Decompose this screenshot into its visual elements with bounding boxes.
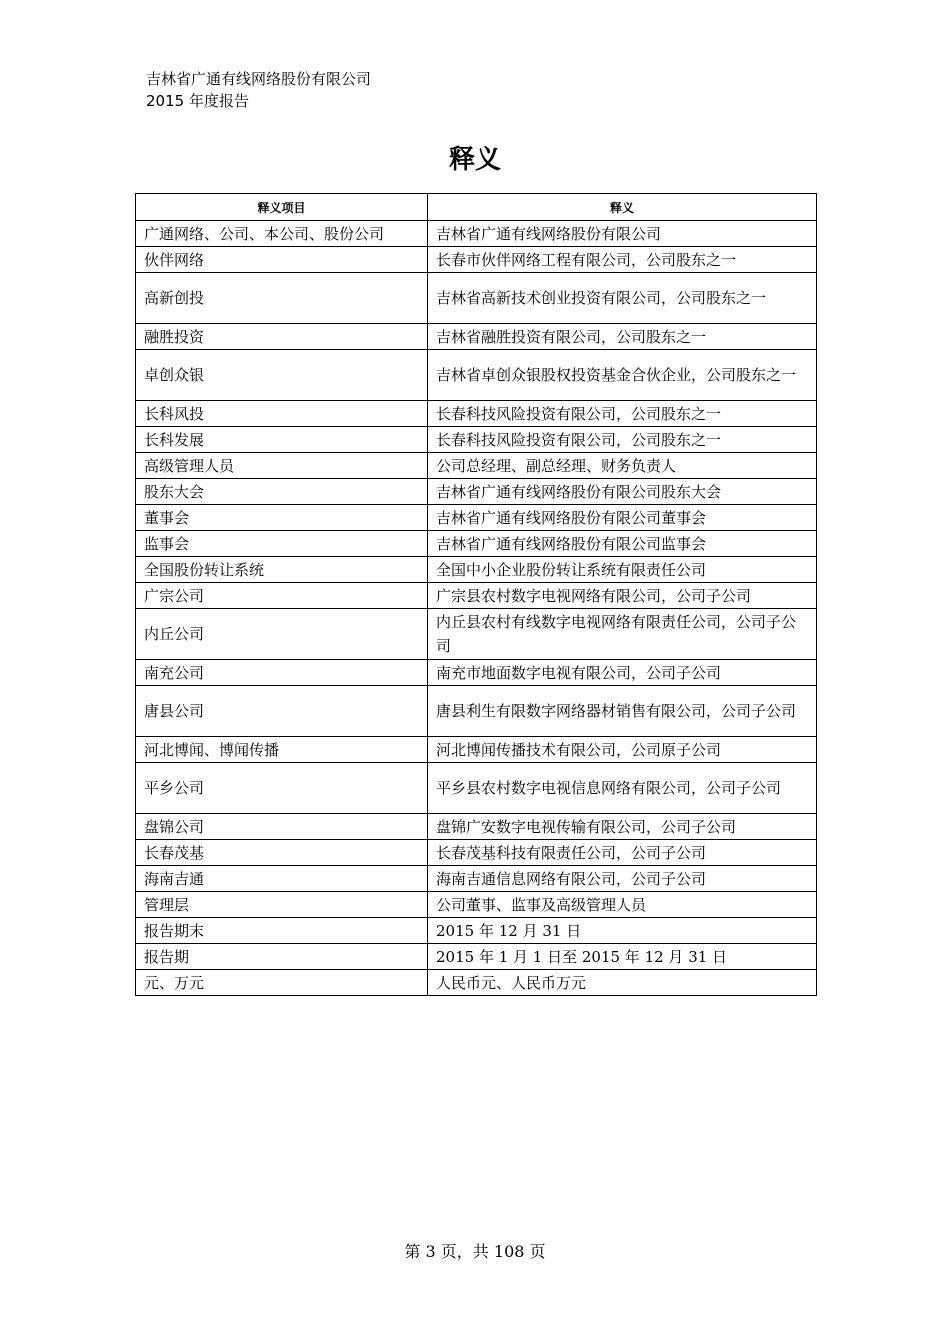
definition-cell: 吉林省广通有线网络股份有限公司监事会 bbox=[428, 531, 817, 557]
term-cell: 监事会 bbox=[136, 531, 428, 557]
header-report: 2015 年度报告 bbox=[146, 92, 249, 110]
definition-cell: 长春科技风险投资有限公司，公司股东之一 bbox=[428, 427, 817, 453]
page-footer: 第 3 页，共 108 页 bbox=[404, 1242, 546, 1261]
definitions-table bbox=[135, 193, 817, 996]
header-company: 吉林省广通有线网络股份有限公司 bbox=[146, 70, 372, 88]
table-row bbox=[136, 814, 817, 840]
table-row bbox=[136, 273, 817, 324]
definition-cell: 公司董事、监事及高级管理人员 bbox=[428, 892, 817, 918]
definition-cell: 吉林省广通有线网络股份有限公司股东大会 bbox=[428, 479, 817, 505]
definition-cell: 唐县利生有限数字网络器材销售有限公司，公司子公司 bbox=[428, 686, 817, 737]
term-cell: 全国股份转让系统 bbox=[136, 557, 428, 583]
term-cell: 内丘公司 bbox=[136, 609, 428, 660]
term-cell: 广通网络、公司、本公司、股份公司 bbox=[136, 221, 428, 247]
definition-cell: 海南吉通信息网络有限公司，公司子公司 bbox=[428, 866, 817, 892]
term-cell: 长春茂基 bbox=[136, 840, 428, 866]
table-row bbox=[136, 944, 817, 970]
table-row bbox=[136, 918, 817, 944]
term-cell: 卓创众银 bbox=[136, 350, 428, 401]
table-row bbox=[136, 686, 817, 737]
definition-cell: 吉林省高新技术创业投资有限公司，公司股东之一 bbox=[428, 273, 817, 324]
table-row bbox=[136, 247, 817, 273]
table-row bbox=[136, 427, 817, 453]
term-cell: 广宗公司 bbox=[136, 583, 428, 609]
definition-cell: 河北博闻传播技术有限公司，公司原子公司 bbox=[428, 737, 817, 763]
definition-cell: 吉林省广通有线网络股份有限公司 bbox=[428, 221, 817, 247]
term-cell: 高新创投 bbox=[136, 273, 428, 324]
page-title: 释义 bbox=[448, 145, 501, 175]
table-row bbox=[136, 970, 817, 996]
definition-cell: 广宗县农村数字电视网络有限公司，公司子公司 bbox=[428, 583, 817, 609]
definition-cell: 公司总经理、副总经理、财务负责人 bbox=[428, 453, 817, 479]
term-cell: 河北博闻、博闻传播 bbox=[136, 737, 428, 763]
definition-cell: 2015 年 1 月 1 日至 2015 年 12 月 31 日 bbox=[428, 944, 817, 970]
term-cell: 融胜投资 bbox=[136, 324, 428, 350]
header-term: 释义项目 bbox=[136, 194, 428, 221]
definition-cell: 全国中小企业股份转让系统有限责任公司 bbox=[428, 557, 817, 583]
table-row bbox=[136, 453, 817, 479]
definition-cell: 长春科技风险投资有限公司，公司股东之一 bbox=[428, 401, 817, 427]
term-cell: 元、万元 bbox=[136, 970, 428, 996]
definition-cell: 平乡县农村数字电视信息网络有限公司，公司子公司 bbox=[428, 763, 817, 814]
term-cell: 报告期末 bbox=[136, 918, 428, 944]
term-cell: 股东大会 bbox=[136, 479, 428, 505]
table-row bbox=[136, 583, 817, 609]
table-row bbox=[136, 505, 817, 531]
definition-cell: 吉林省广通有线网络股份有限公司董事会 bbox=[428, 505, 817, 531]
definition-cell: 长春茂基科技有限责任公司，公司子公司 bbox=[428, 840, 817, 866]
term-cell: 盘锦公司 bbox=[136, 814, 428, 840]
table-row bbox=[136, 609, 817, 660]
header-definition: 释义 bbox=[428, 194, 817, 221]
term-cell: 平乡公司 bbox=[136, 763, 428, 814]
definition-cell: 2015 年 12 月 31 日 bbox=[428, 918, 817, 944]
definition-cell: 盘锦广安数字电视传输有限公司，公司子公司 bbox=[428, 814, 817, 840]
table-row bbox=[136, 660, 817, 686]
definition-cell: 长春市伙伴网络工程有限公司，公司股东之一 bbox=[428, 247, 817, 273]
term-cell: 海南吉通 bbox=[136, 866, 428, 892]
table-row bbox=[136, 350, 817, 401]
term-cell: 董事会 bbox=[136, 505, 428, 531]
definition-cell: 吉林省融胜投资有限公司，公司股东之一 bbox=[428, 324, 817, 350]
term-cell: 高级管理人员 bbox=[136, 453, 428, 479]
table-row bbox=[136, 763, 817, 814]
table-row bbox=[136, 840, 817, 866]
table-row bbox=[136, 479, 817, 505]
term-cell: 长科发展 bbox=[136, 427, 428, 453]
definition-cell: 南充市地面数字电视有限公司，公司子公司 bbox=[428, 660, 817, 686]
table-body bbox=[136, 221, 817, 996]
term-cell: 唐县公司 bbox=[136, 686, 428, 737]
table-row bbox=[136, 866, 817, 892]
table-row bbox=[136, 557, 817, 583]
table-row bbox=[136, 892, 817, 918]
table-row bbox=[136, 221, 817, 247]
table-row bbox=[136, 324, 817, 350]
table-row bbox=[136, 737, 817, 763]
table-row bbox=[136, 401, 817, 427]
table-header-row bbox=[136, 194, 817, 221]
term-cell: 管理层 bbox=[136, 892, 428, 918]
definition-cell: 人民币元、人民币万元 bbox=[428, 970, 817, 996]
term-cell: 报告期 bbox=[136, 944, 428, 970]
page-header bbox=[146, 68, 371, 112]
term-cell: 南充公司 bbox=[136, 660, 428, 686]
term-cell: 长科风投 bbox=[136, 401, 428, 427]
table-row bbox=[136, 531, 817, 557]
definition-cell: 吉林省卓创众银股权投资基金合伙企业，公司股东之一 bbox=[428, 350, 817, 401]
term-cell: 伙伴网络 bbox=[136, 247, 428, 273]
definition-cell: 内丘县农村有线数字电视网络有限责任公司，公司子公司 bbox=[428, 609, 817, 660]
